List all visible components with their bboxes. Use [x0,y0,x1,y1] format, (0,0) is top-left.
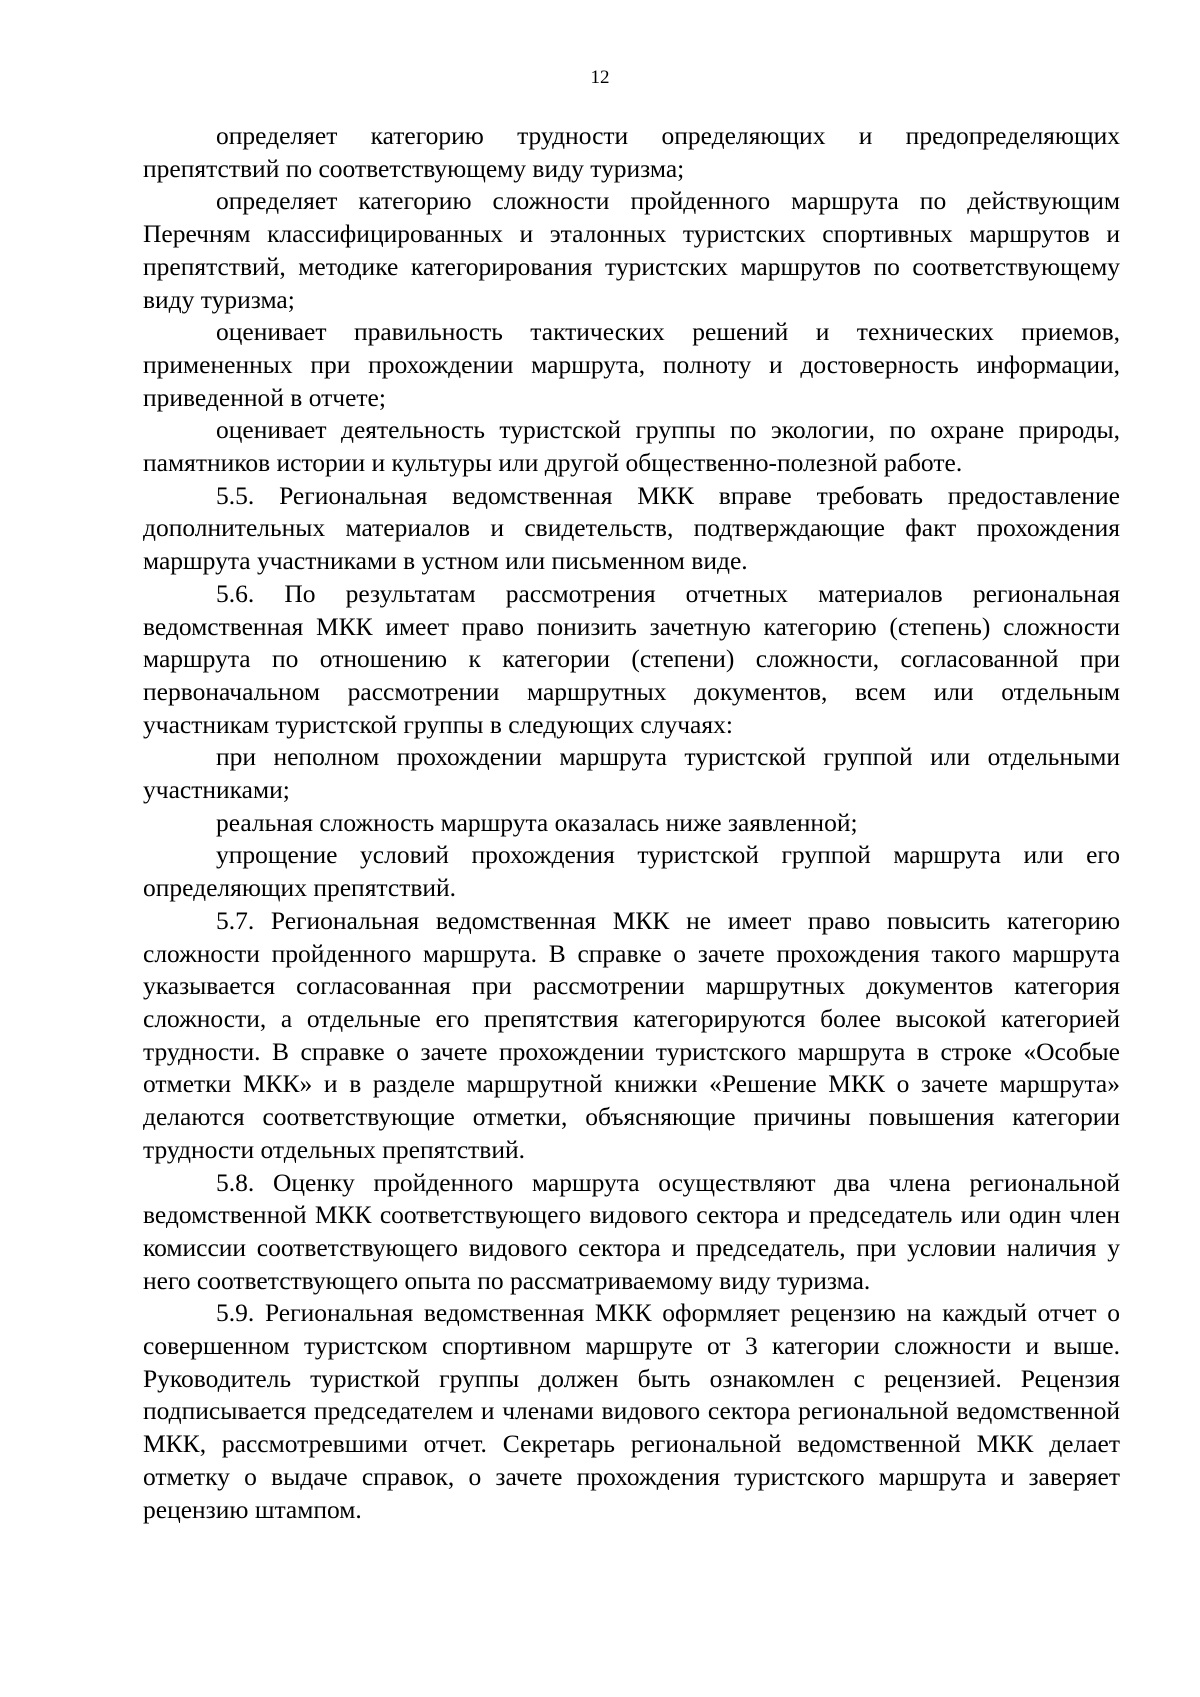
paragraph-route-complexity: определяет категорию сложности пройденного маршрута по действующим Перечням классифицированных и эталонных туристских спортивных маршрутов и препятствий, методике категорирования туристских маршрутов по соответствующему виду туризма; [143,186,1120,314]
paragraph-simplified-conditions: упрощение условий прохождения туристской группой маршрута или его определяющих препятствий. [143,840,1120,903]
paragraph-difficulty-category: определяет категорию трудности определяющих и предопределяющих препятствий по соответствующему виду туризма; [143,121,1120,183]
paragraph-ecology-evaluation: оценивает деятельность туристской группы по экологии, по охране природы, памятников истории и культуры или другой общественно-полезной работе. [143,415,1120,478]
page-number: 12 [590,67,610,88]
document-body [143,120,1120,1526]
paragraph-section-5-9: 5.9. Региональная ведомственная МКК оформляет рецензию на каждый отчет о совершенном туристском спортивном маршруте от 3 категории сложности и выше. Руководитель туристкой группы должен быть ознакомлен с рецензией. Рецензия подписывается председателем и членами видового сектора региональной ведомственной МКК, рассмотревшими отчет. Секретарь региональной ведомственной МКК делает отметку о выдаче справок, о зачете прохождения туристского маршрута и заверяет рецензию штампом. [143,1298,1120,1524]
paragraph-section-5-7: 5.7. Региональная ведомственная МКК не имеет право повысить категорию сложности пройденного маршрута. В справке о зачете прохождения такого маршрута указывается согласованная при рассмотрении маршрутных документов категория сложности, а отдельные его препятствия категорируются более высокой категорией трудности. В справке о зачете прохождении туристского маршрута в строке «Особые отметки МКК» и в разделе маршрутной книжки «Решение МКК о зачете маршрута» делаются соответствующие отметки, объясняющие причины повышения категории трудности отдельных препятствий. [143,905,1120,1164]
paragraph-section-5-6: 5.6. По результатам рассмотрения отчетных материалов региональная ведомственная МКК имеет право понизить зачетную категорию (степень) сложности маршрута по отношению к категории (степени) сложности, согласованной при первоначальном рассмотрении маршрутных документов, всем или отдельным участникам туристской группы в следующих случаях: [143,578,1120,739]
paragraph-tactical-evaluation: оценивает правильность тактических решений и технических приемов, примененных при прохождении маршрута, полноту и достоверность информации, приведенной в отчете; [143,317,1120,412]
paragraph-section-5-5: 5.5. Региональная ведомственная МКК вправе требовать предоставление дополнительных материалов и свидетельств, подтверждающие факт прохождения маршрута участниками в устном или письменном виде. [143,480,1120,576]
paragraph-incomplete-route: при неполном прохождении маршрута туристской группой или отдельными участниками; [143,742,1120,805]
paragraph-section-5-8: 5.8. Оценку пройденного маршрута осуществляют два члена региональной ведомственной МКК соответствующего видового сектора и председатель или один член комиссии соответствующего видового сектора и председатель, при условии наличия у него соответствующего опыта по рассматриваемому виду туризма. [143,1167,1120,1295]
paragraph-lower-complexity: реальная сложность маршрута оказалась ниже заявленной; [216,807,858,837]
